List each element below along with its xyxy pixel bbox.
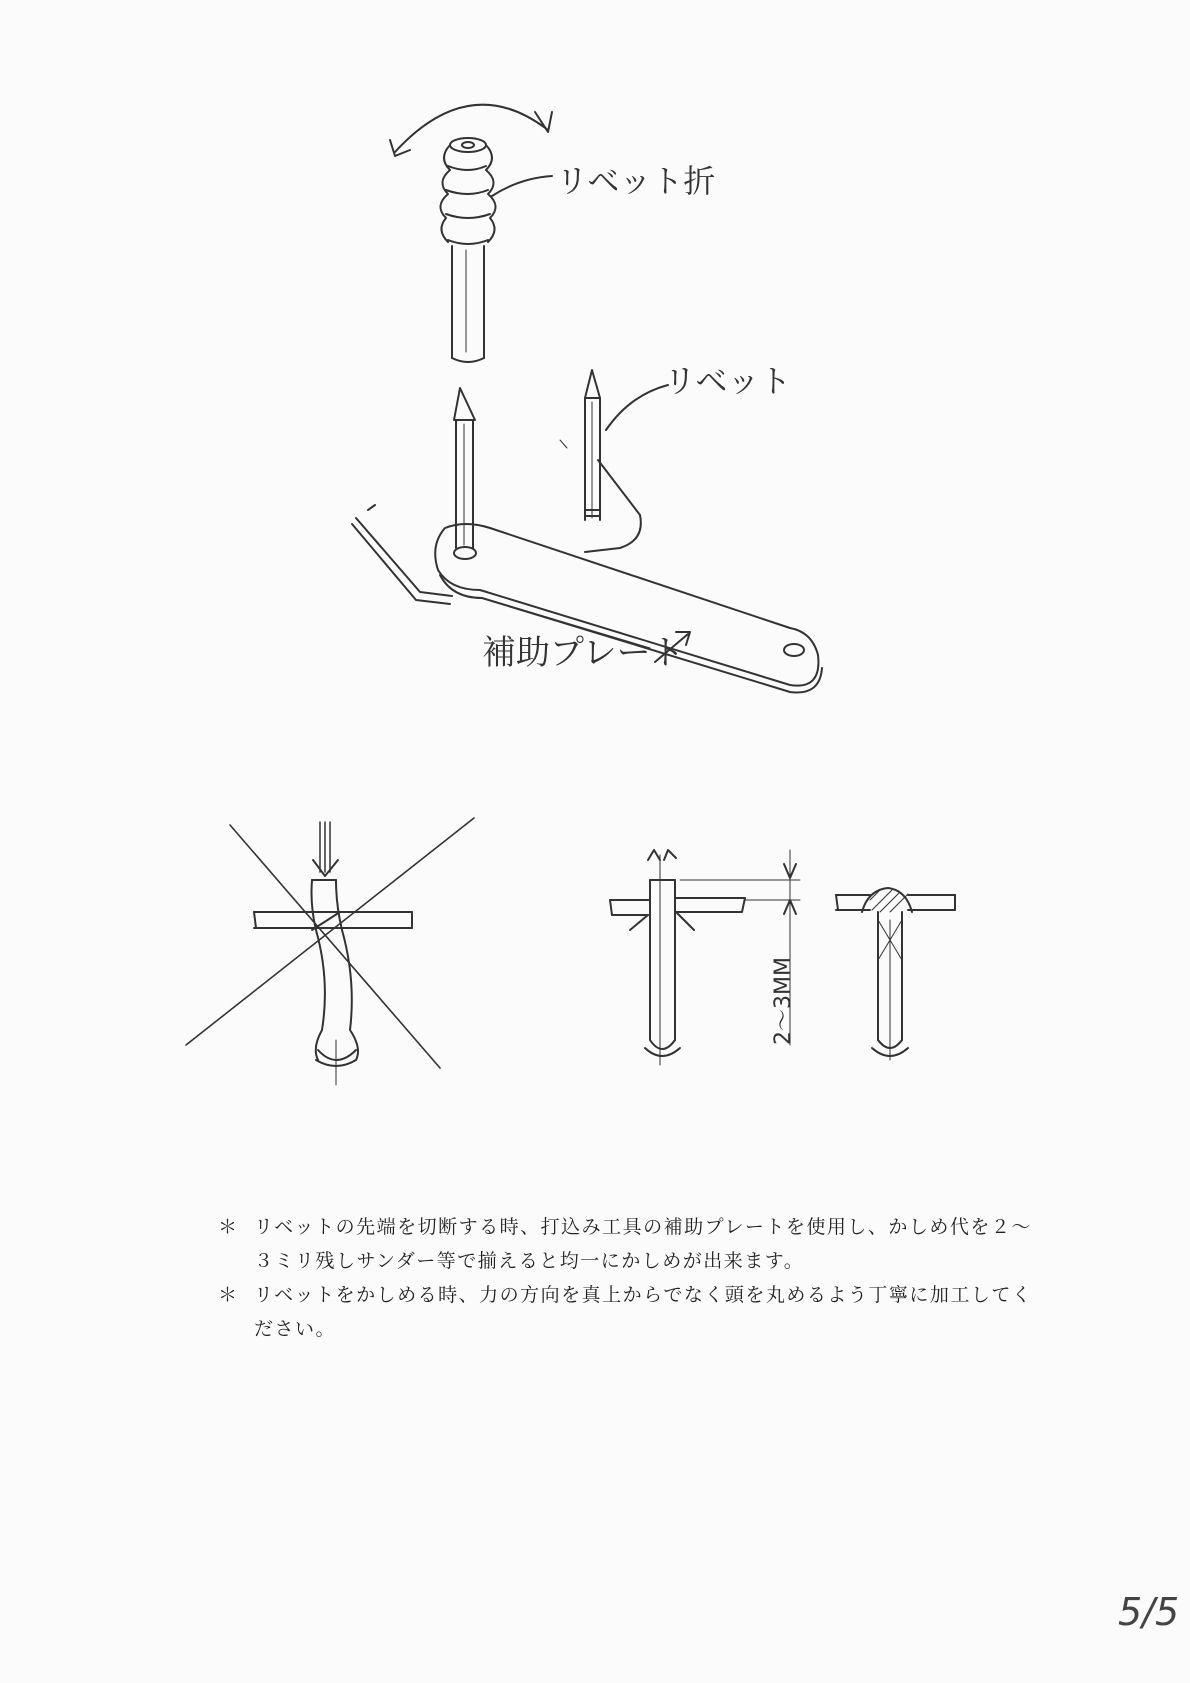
- rivet-left: [454, 388, 476, 559]
- note-text: リベットをかしめる時、力の方向を真上からでなく頭を丸めるよう丁寧に加工してください。: [254, 1284, 1033, 1340]
- rivet-break-leader: [492, 176, 552, 196]
- rivet-leader: [606, 385, 668, 430]
- note-item: [218, 1210, 1038, 1278]
- broken-rivet: [440, 138, 495, 362]
- aux-plate-label: 補助プレート: [482, 633, 685, 673]
- note-bullet: ＊: [218, 1284, 239, 1306]
- notes: [218, 1210, 1038, 1346]
- note-item: [218, 1278, 1038, 1346]
- page-number: 5/5: [1118, 1590, 1180, 1634]
- finished-rivet-diagram: [836, 888, 955, 1060]
- note-text: リベットの先端を切断する時、打込み工具の補助プレートを使用し、かしめ代を２〜３ミリ残しサンダー等で揃えると均一にかしめが出来ます。: [254, 1216, 1032, 1272]
- rivet-label: リベット: [664, 362, 792, 400]
- rivet-break-label: リベット折: [556, 162, 716, 200]
- dimension-label: 2〜3MM: [771, 957, 796, 1045]
- rivet-right: [585, 370, 600, 520]
- note-bullet: ＊: [218, 1216, 239, 1238]
- wrong-method-diagram: [186, 818, 474, 1085]
